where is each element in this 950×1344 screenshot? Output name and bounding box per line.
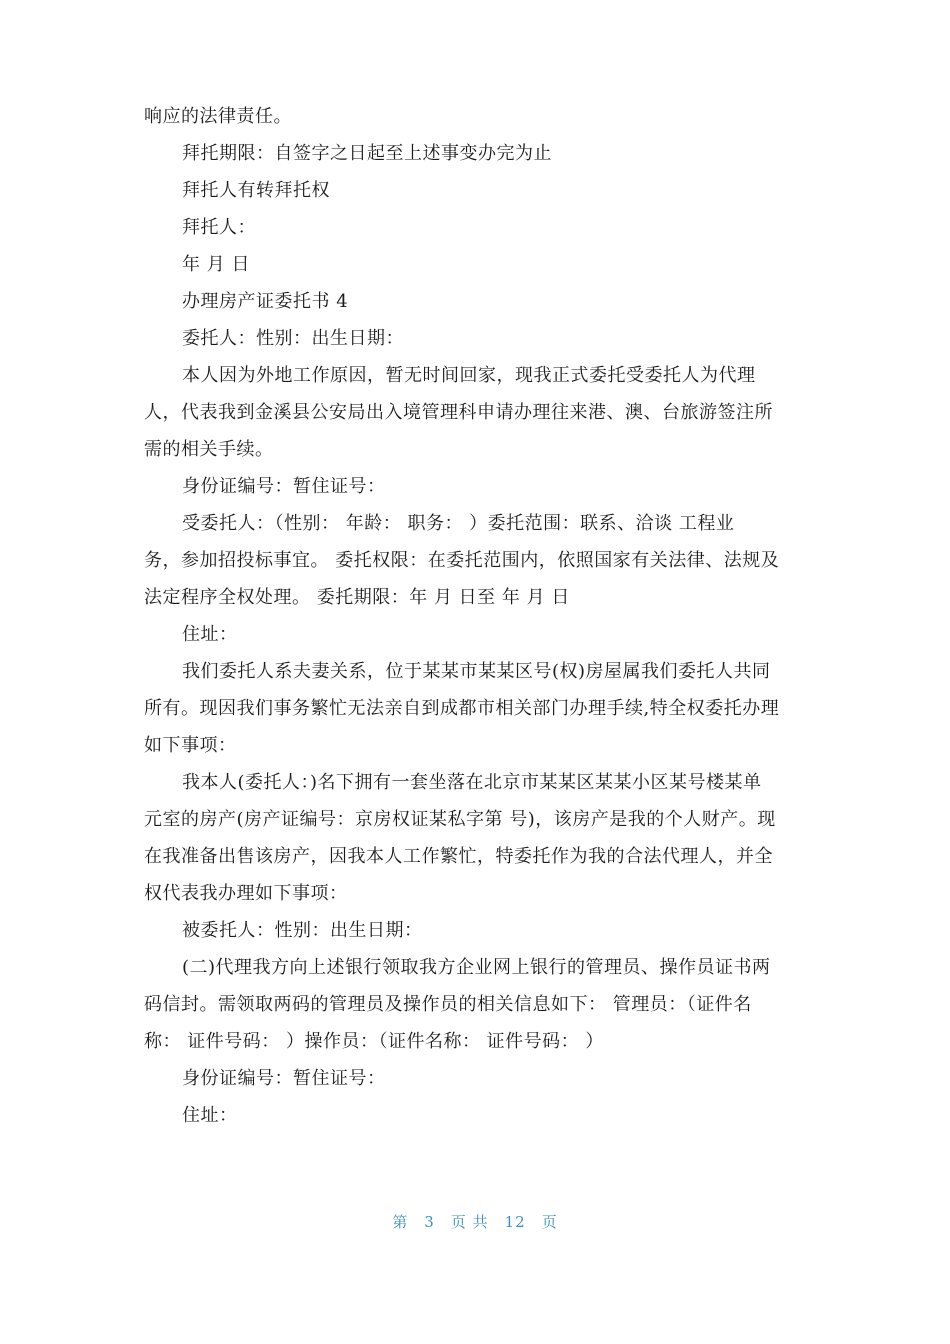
body-line: 在我准备出售该房产，因我本人工作繁忙，特委托作为我的合法代理人，并全 [144,846,773,867]
page-label-middle: 页 共 [450,1213,489,1231]
body-line: 年 月 日 [182,254,250,275]
body-line: 码信封。需领取两码的管理员及操作员的相关信息如下： 管理员：（证件名 [144,994,752,1015]
body-line: 被委托人：性别：出生日期： [182,920,423,941]
body-line: 称： 证件号码： ）操作员：（证件名称： 证件号码： ） [144,1031,604,1052]
body-line: (二)代理我方向上述银行领取我方企业网上银行的管理员、操作员证书两 [182,957,771,978]
body-line: 我们委托人系夫妻关系，位于某某市某某区号(权)房屋属我们委托人共同 [182,661,771,682]
body-line: 住址： [182,624,238,645]
document-body [144,98,808,1134]
page-footer [0,1211,950,1232]
body-line: 我本人(委托人：)名下拥有一套坐落在北京市某某区某某小区某号楼某单 [182,772,762,793]
body-line: 法定程序全权处理。 委托期限：年 月 日至 年 月 日 [144,587,570,608]
body-line: 务，参加招投标事宜。 委托权限：在委托范围内，依照国家有关法律、法规及 [144,550,780,571]
body-line: 人，代表我到金溪县公安局出入境管理科申请办理往来港、澳、台旅游签注所 [144,402,773,423]
body-line: 需的相关手续。 [144,439,274,460]
body-line: 住址： [182,1105,238,1126]
page-label-suffix: 页 [541,1213,558,1231]
body-line: 拜托人有转拜托权 [182,180,330,201]
body-line: 本人因为外地工作原因，暂无时间回家，现我正式委托受委托人为代理 [182,365,756,386]
total-pages-number: 12 [504,1213,526,1231]
current-page-number: 3 [424,1213,435,1231]
body-line: 拜托期限：自签字之日起至上述事变办完为止 [182,143,552,164]
body-line: 受委托人：（性别： 年龄： 职务： ）委托范围：联系、洽谈 工程业 [182,513,735,534]
body-line: 委托人：性别：出生日期： [182,328,404,349]
section-heading: 办理房产证委托书 4 [182,291,349,312]
body-line: 身份证编号：暂住证号： [182,476,386,497]
page-label-prefix: 第 [392,1213,409,1231]
body-line: 权代表我办理如下事项： [144,883,348,904]
body-line: 拜托人： [182,217,256,238]
body-line: 身份证编号：暂住证号： [182,1068,386,1089]
body-line: 如下事项： [144,735,237,756]
body-line: 所有。现因我们事务繁忙无法亲自到成都市相关部门办理手续,特全权委托办理 [144,698,780,719]
body-line: 元室的房产(房产证编号：京房权证某私字第 号)，该房产是我的个人财产。现 [144,809,776,830]
body-line: 响应的法律责任。 [144,106,292,127]
